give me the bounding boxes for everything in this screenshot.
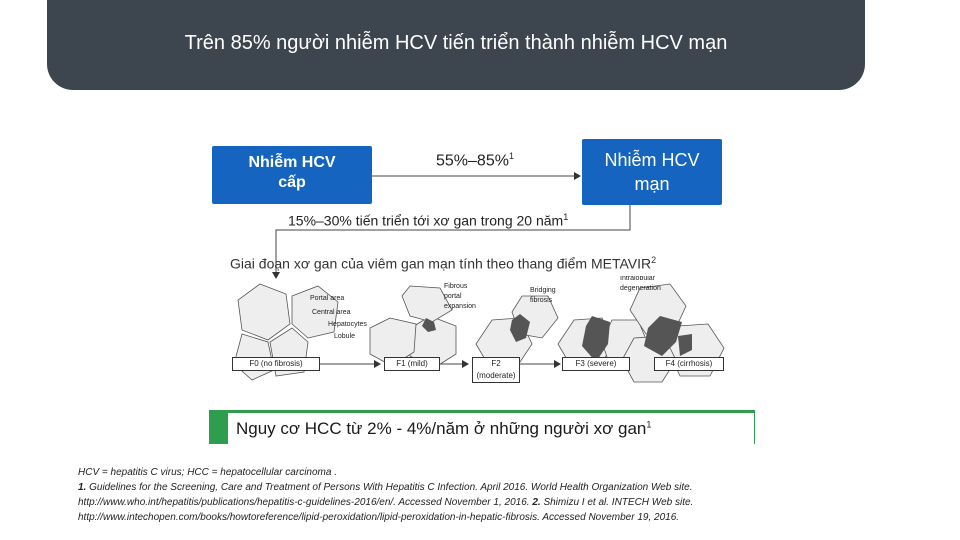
label-bridging: Bridging xyxy=(530,287,556,294)
stage-f4-label: F4 (cirrhosis) xyxy=(665,359,713,368)
ref-1-url: http://www.who.int/hepatitis/publications/hepatitis-c-guidelines-2016/en/. Accessed November 1, 2016. xyxy=(78,497,533,508)
hcc-risk-text xyxy=(236,419,651,439)
label-fibrosis: fibrosis xyxy=(530,297,553,304)
ref-2-number: 2. xyxy=(532,497,541,508)
chronic-rate xyxy=(436,151,514,170)
stage-f2-label-2: (moderate) xyxy=(476,371,516,380)
ref-2-text: Shimizu I et al. INTECH Web site. xyxy=(540,497,694,508)
footnote-ref-2-url: http://www.intechopen.com/books/howtoreference/lipid-peroxidation/lipid-peroxidation-in-hepatic-fibrosis. Accessed November 19, 2016. xyxy=(78,512,680,523)
acute-label-1: Nhiễm HCV xyxy=(248,154,336,171)
stage-f0-label: F0 (no fibrosis) xyxy=(249,359,303,368)
hcc-risk-ref: 1 xyxy=(646,419,652,430)
progression-text: 15%–30% tiến triển tới xơ gan trong 20 năm xyxy=(288,212,564,229)
footnote-ref-1-url xyxy=(78,495,838,510)
metavir-ref: 2 xyxy=(651,255,657,265)
metavir-text: Giai đoạn xơ gan của viêm gan mạn tính theo thang điểm METAVIR xyxy=(230,255,652,272)
cirrhosis-progression xyxy=(288,212,568,229)
chronic-label-2: mạn xyxy=(634,174,670,194)
page-title: Trên 85% người nhiễm HCV tiến triển thành nhiễm HCV mạn xyxy=(184,32,728,54)
acute-hcv-box xyxy=(212,146,372,204)
label-fibrous: Fibrous xyxy=(444,283,468,290)
hcc-risk-value: Nguy cơ HCC từ 2% - 4%/năm ở những người xơ gan xyxy=(236,419,647,438)
stage-f1 xyxy=(384,357,440,371)
stage-f3 xyxy=(562,357,630,371)
stage-f1-label: F1 (mild) xyxy=(396,359,428,368)
footnote-ref-1 xyxy=(78,480,838,495)
label-hepatocytes: Hepatocytes xyxy=(328,321,367,328)
label-intralobular: Intralobular xyxy=(620,276,656,282)
ref-1-number: 1. xyxy=(78,482,87,493)
stage-f4 xyxy=(654,357,724,371)
chronic-hcv-box xyxy=(582,139,722,205)
label-central-area: Central area xyxy=(312,309,351,316)
acute-label-2: cấp xyxy=(278,174,306,191)
label-degeneration: degeneration xyxy=(620,285,661,292)
ref-1-text: Guidelines for the Screening, Care and Treatment of Persons With Hepatitis C Infection. April 2016. World Health Organization Web site. xyxy=(86,482,693,493)
chronic-rate-ref: 1 xyxy=(508,151,514,161)
label-expansion: expansion xyxy=(444,303,476,310)
stage-f3-label: F3 (severe) xyxy=(575,359,617,368)
label-portal-area: Portal area xyxy=(310,295,345,302)
footnotes xyxy=(78,465,838,525)
progression-ref: 1 xyxy=(563,212,569,222)
chronic-label-1: Nhiễm HCV xyxy=(604,150,700,170)
metavir-caption xyxy=(230,255,656,272)
chronic-rate-value: 55%–85% xyxy=(436,152,509,170)
stage-f0 xyxy=(232,357,320,371)
footnote-abbreviations: HCV = hepatitis C virus; HCC = hepatocellular carcinoma . xyxy=(78,467,337,478)
stage-f2-label: F2 xyxy=(491,359,501,368)
stage-f2 xyxy=(472,357,520,383)
label-portal: portal xyxy=(444,293,462,300)
label-lobule: Lobule xyxy=(334,333,356,340)
